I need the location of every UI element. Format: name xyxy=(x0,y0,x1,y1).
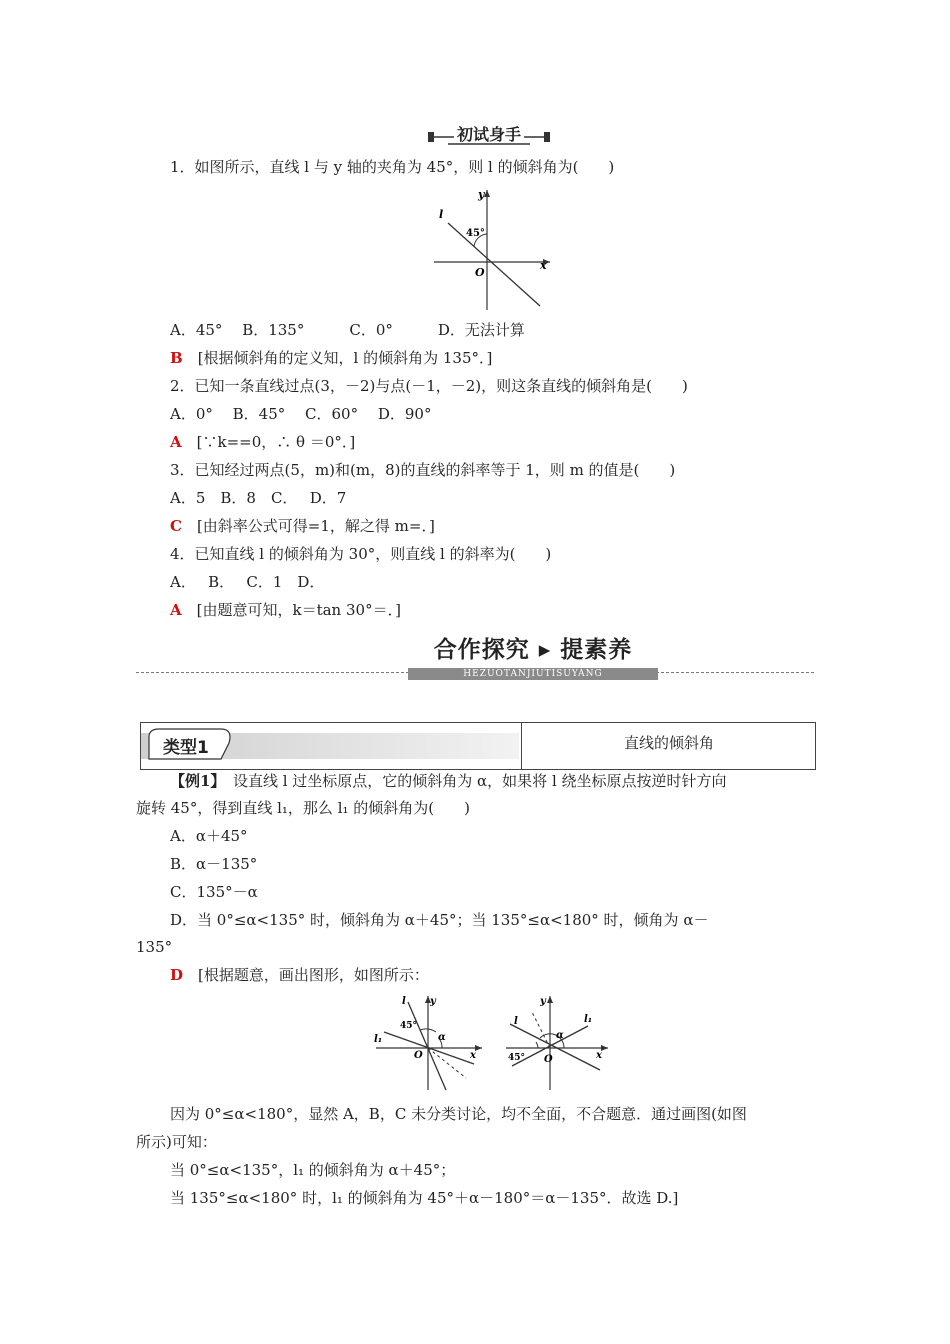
q3-answer xyxy=(170,516,435,536)
badge-label: 初试身手 xyxy=(456,125,521,144)
example1-line1-text: 设直线 l 过坐标原点，它的倾斜角为 α，如果将 l 绕坐标原点按逆时针方向 xyxy=(217,772,727,790)
q2-answer xyxy=(170,432,355,452)
q1-o-label: O xyxy=(475,266,485,279)
svg-text:l₁: l₁ xyxy=(584,1014,593,1025)
q3-answer-text: [由斜率公式可得=1，解之得 m=．] xyxy=(181,517,435,535)
svg-text:α: α xyxy=(438,1032,446,1043)
type-box xyxy=(140,722,816,770)
svg-text:l₁: l₁ xyxy=(374,1034,383,1045)
q2-options: A．0° B．45° C．60° D．90° xyxy=(170,405,432,423)
svg-text:O: O xyxy=(414,1050,423,1061)
section-badge xyxy=(428,123,550,147)
section-header xyxy=(408,632,658,680)
q1-figure xyxy=(428,186,552,314)
q4-answer-text: [由题意可知，k＝tan 30°＝．] xyxy=(181,601,401,619)
q4-options: A． B． C．1 D． xyxy=(170,573,325,591)
example1-opt-a: A．α＋45° xyxy=(170,827,248,845)
example1-line1 xyxy=(170,771,727,791)
svg-text:O: O xyxy=(544,1054,553,1065)
arrow-up-icon xyxy=(484,190,490,197)
q1-options: A．45° B．135° C．0° D．无法计算 xyxy=(170,321,525,339)
section-title: 合作探究 ▸ 提素养 xyxy=(408,632,658,668)
arrow-right-icon xyxy=(475,1045,482,1051)
type-label-area xyxy=(141,723,519,769)
q4-stem: 4．已知直线 l 的倾斜角为 30°，则直线 l 的斜率为( ) xyxy=(170,545,552,563)
example1-answer-letter: D xyxy=(170,966,184,984)
svg-text:α: α xyxy=(556,1030,564,1041)
example1-expl2: 所示)可知： xyxy=(136,1133,217,1151)
svg-text:45°: 45° xyxy=(508,1053,526,1063)
svg-text:45°: 45° xyxy=(400,1021,418,1031)
example1-opt-d1: D．当 0°≤α<135° 时，倾斜角为 α＋45°；当 135°≤α<180° 时，倾角为 α－ xyxy=(170,911,709,929)
q3-options: A．5 B．8 C． D．7 xyxy=(170,489,347,507)
arrow-right-icon xyxy=(601,1045,608,1051)
q2-answer-text: [∵k==0，∴ θ ＝0°．] xyxy=(181,433,356,451)
example1-expl3: 当 0°≤α<135°，l₁ 的倾斜角为 α＋45°； xyxy=(170,1161,456,1179)
q1-answer-letter: B xyxy=(170,349,183,367)
svg-text:l: l xyxy=(514,1016,518,1027)
svg-text:x: x xyxy=(596,1050,602,1061)
example1-line2: 旋转 45°，得到直线 l₁，那么 l₁ 的倾斜角为( ) xyxy=(136,799,470,817)
example1-figure-left xyxy=(370,992,486,1092)
example1-opt-d2: 135° xyxy=(136,938,173,956)
q2-answer-letter: A xyxy=(170,433,182,451)
q1-line-l xyxy=(448,223,540,306)
q1-stem: 1．如图所示，直线 l 与 y 轴的夹角为 45°，则 l 的倾斜角为( ) xyxy=(170,158,615,176)
svg-text:x: x xyxy=(470,1050,476,1061)
q1-y-label: y xyxy=(478,188,485,201)
example1-answer xyxy=(170,965,429,985)
type-title: 直线的倾斜角 xyxy=(521,723,816,769)
section-subtitle: HEZUOTANJIUTISUYANG xyxy=(408,668,658,680)
example1-opt-b: B．α－135° xyxy=(170,855,258,873)
example1-expl4: 当 135°≤α<180° 时，l₁ 的倾斜角为 45°＋α－180°＝α－135°．故选 D.] xyxy=(170,1189,679,1207)
example1-answer-text: [根据题意，画出图形，如图所示： xyxy=(183,966,429,984)
q4-answer-letter: A xyxy=(170,601,182,619)
q1-answer-text: [根据倾斜角的定义知，l 的倾斜角为 135°．] xyxy=(182,349,493,367)
q1-angle-label: 45° xyxy=(466,228,485,239)
example1-tag: 【例1】 xyxy=(170,772,218,790)
svg-text:y: y xyxy=(540,996,546,1007)
q3-stem: 3．已知经过两点(5，m)和(m，8)的直线的斜率等于 1，则 m 的值是( ) xyxy=(170,461,676,479)
example1-expl1: 因为 0°≤α<180°，显然 A，B，C 未分类讨论，均不全面，不合题意．通过画图(如图 xyxy=(170,1105,747,1123)
type-label: 类型1 xyxy=(163,738,209,758)
example1-figure-right xyxy=(500,992,616,1092)
q1-l-label: l xyxy=(439,208,444,221)
q4-answer xyxy=(170,600,401,620)
q2-stem: 2．已知一条直线过点(3，－2)与点(－1，－2)，则这条直线的倾斜角是( ) xyxy=(170,377,688,395)
example1-opt-c: C．135°－α xyxy=(170,883,258,901)
q1-x-label: x xyxy=(540,259,547,272)
svg-text:l: l xyxy=(402,996,406,1007)
arrow-up-icon xyxy=(547,996,553,1003)
q3-answer-letter: C xyxy=(170,517,182,535)
q1-answer xyxy=(170,348,492,368)
svg-text:y: y xyxy=(430,996,436,1007)
